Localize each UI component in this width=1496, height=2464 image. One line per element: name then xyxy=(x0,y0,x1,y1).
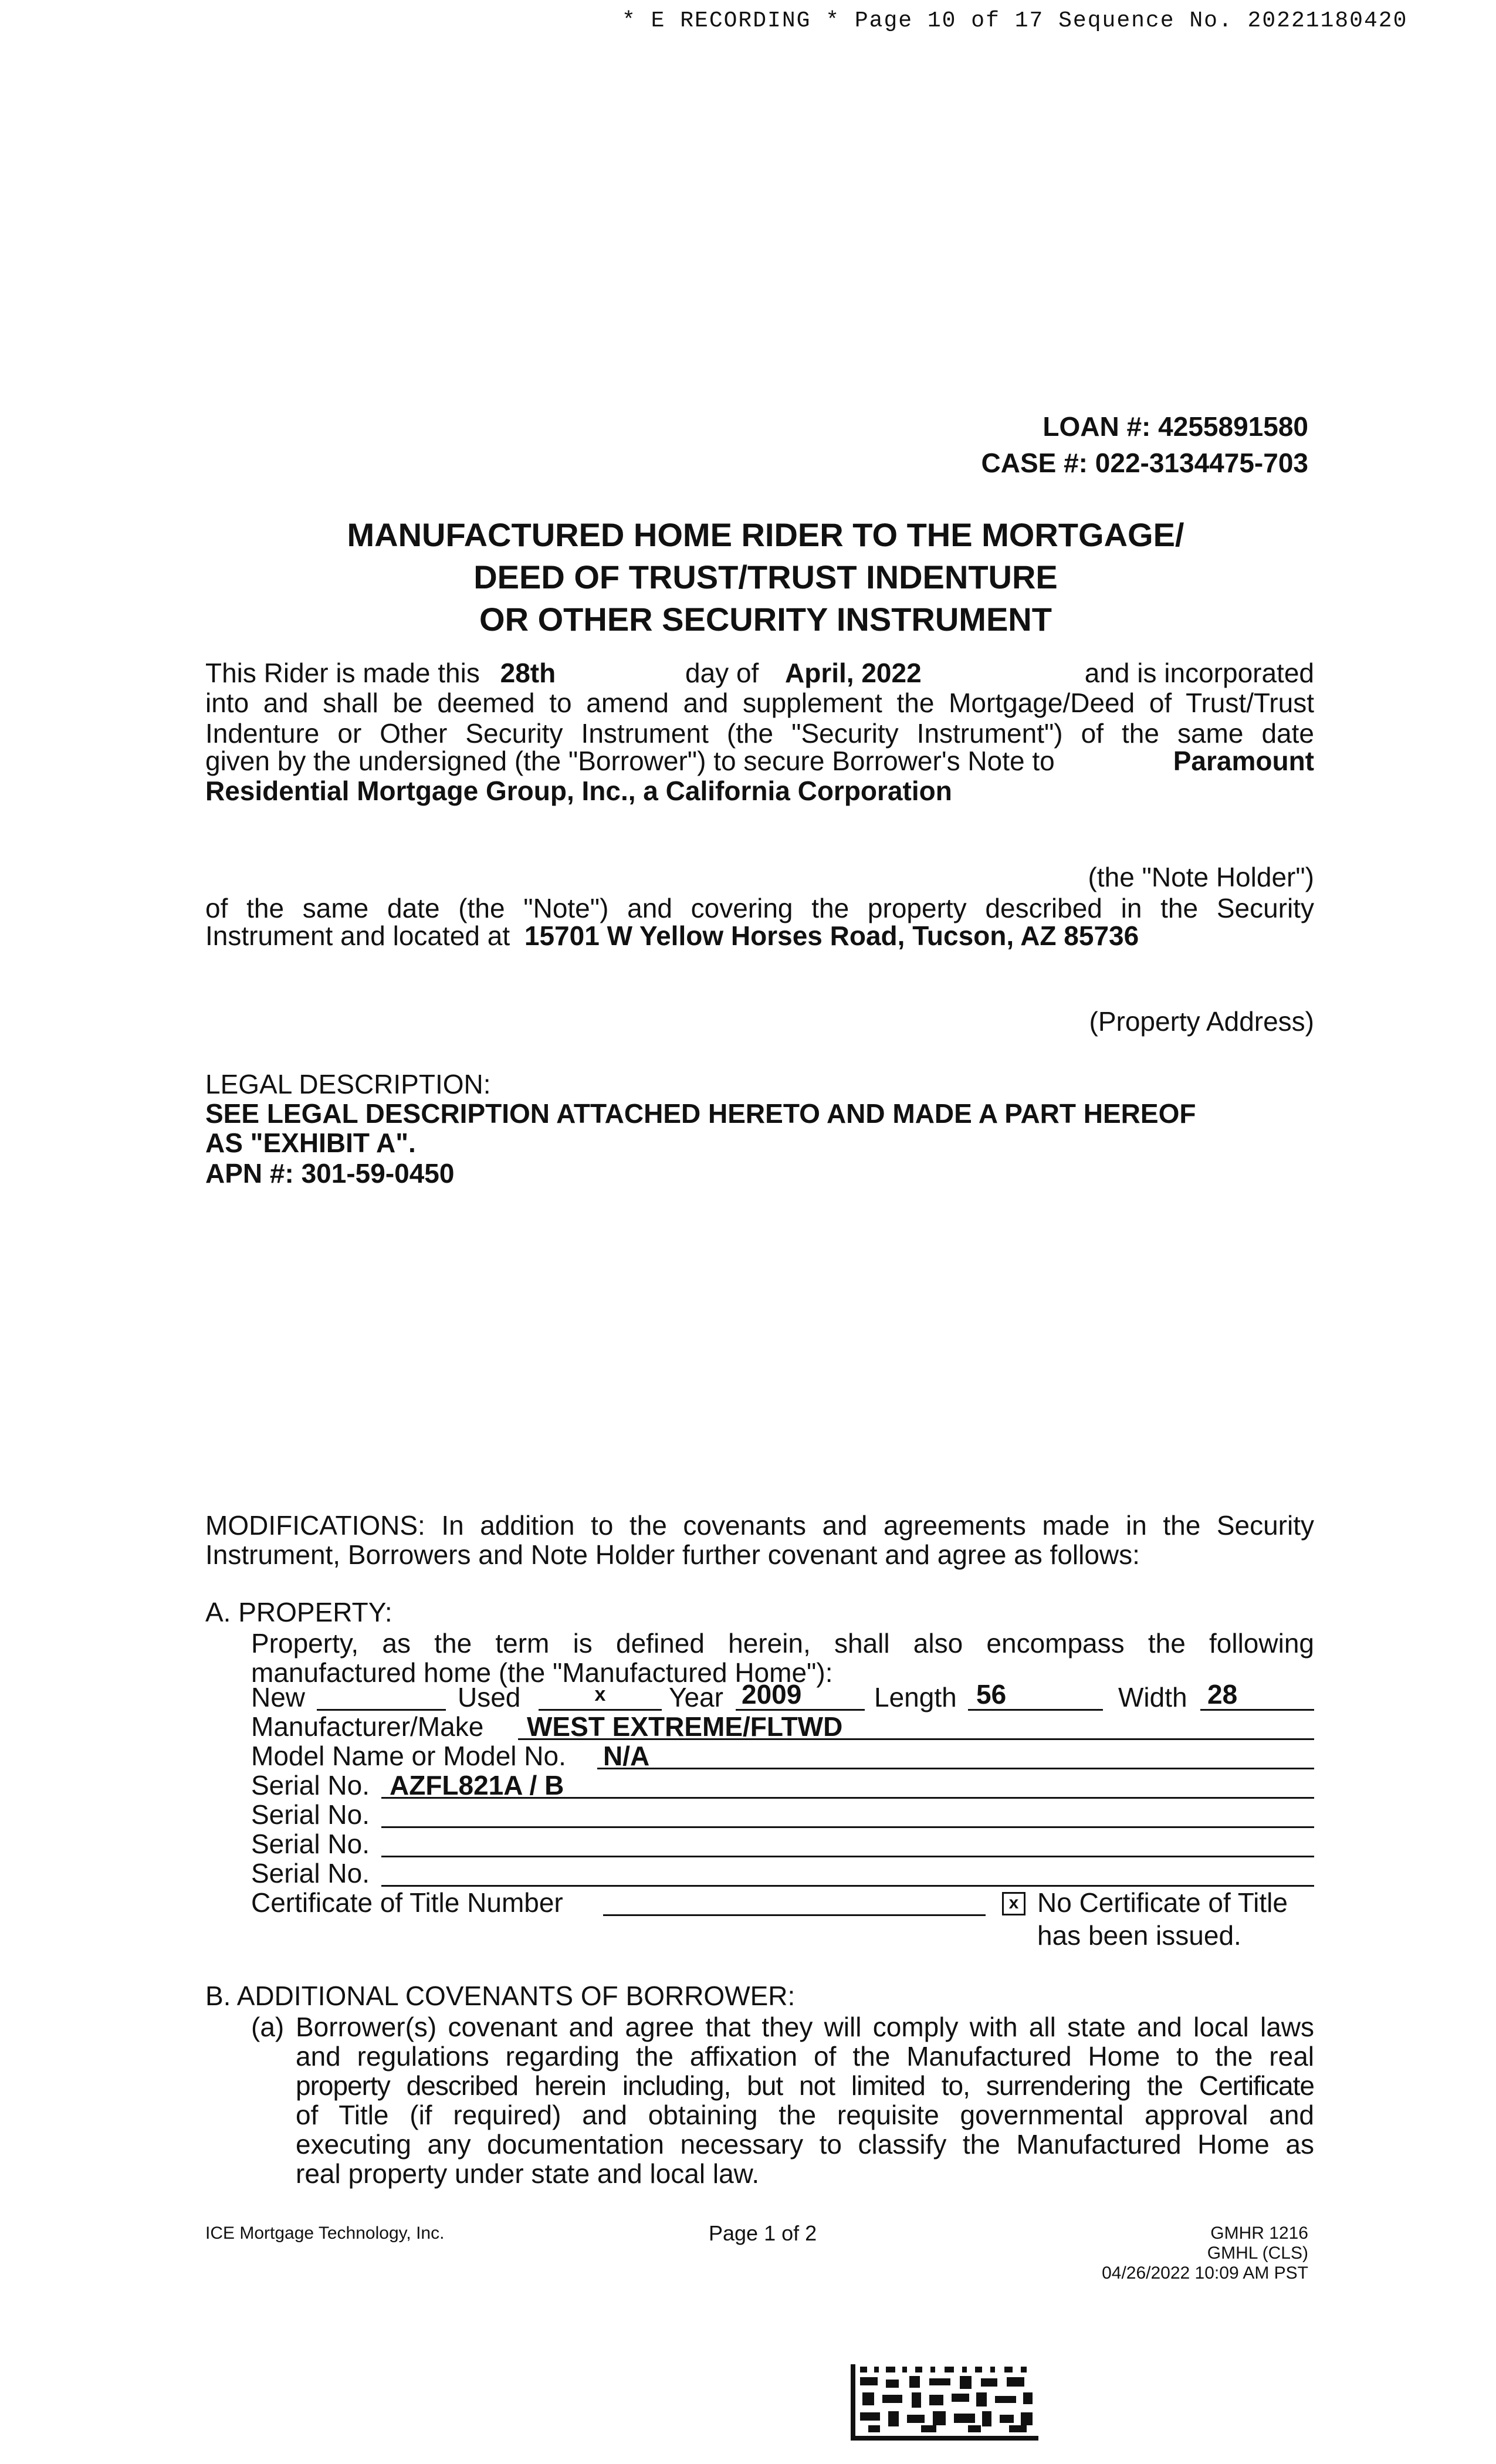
footer-page-number: Page 1 of 2 xyxy=(709,2221,817,2245)
recording-header: * E RECORDING * Page 10 of 17 Sequence No. 20221180420 xyxy=(622,8,1408,33)
title-line-2: DEED OF TRUST/TRUST INDENTURE xyxy=(473,559,1058,595)
covenant-a-marker: (a) xyxy=(251,2012,285,2042)
manufacturer-label: Manufacturer/Make xyxy=(251,1711,484,1742)
covenants-heading: B. ADDITIONAL COVENANTS OF BORROWER: xyxy=(205,1981,796,2011)
manufacturer-row xyxy=(251,1712,1314,1742)
legal-description-line-2: AS "EXHIBIT A". xyxy=(205,1128,416,1158)
legal-description-heading: LEGAL DESCRIPTION: xyxy=(205,1069,491,1099)
note-holder-label: (the "Note Holder") xyxy=(1088,862,1314,892)
width-label: Width xyxy=(1118,1682,1187,1712)
footer-form-code-2: GMHL (CLS) xyxy=(1207,2243,1308,2263)
loan-number: LOAN #: 4255891580 xyxy=(1043,411,1308,442)
serial-label-3: Serial No. xyxy=(251,1829,370,1859)
covenant-a-line-4: of Title (if required) and obtaining the requisite governmental approval and xyxy=(296,2100,1314,2130)
serial-label-1: Serial No. xyxy=(251,1770,370,1800)
footer-form-info xyxy=(1102,2223,1308,2283)
width-field[interactable] xyxy=(1200,1679,1314,1711)
model-value: N/A xyxy=(603,1741,650,1771)
serial-row-4 xyxy=(251,1859,1314,1889)
footer-company: ICE Mortgage Technology, Inc. xyxy=(205,2223,445,2243)
title-line-3: OR OTHER SECURITY INSTRUMENT xyxy=(479,601,1052,638)
used-label: Used xyxy=(458,1682,521,1712)
footer-form-code: GMHR 1216 xyxy=(1210,2223,1308,2243)
intro-borrower-text: given by the undersigned (the "Borrower") to secure Borrower's Note to xyxy=(205,746,1055,776)
serial-value-1: AZFL821A / B xyxy=(390,1770,564,1800)
no-title-checkbox-wrap xyxy=(1002,1886,1025,1917)
property-address-label: (Property Address) xyxy=(1089,1006,1314,1037)
intro-line-7 xyxy=(205,920,1314,952)
used-field[interactable]: x xyxy=(539,1683,662,1711)
year-label: Year xyxy=(669,1682,723,1712)
new-field[interactable] xyxy=(317,1683,446,1711)
year-field[interactable] xyxy=(736,1679,865,1711)
intro-line-2: into and shall be deemed to amend and supplement the Mortgage/Deed of Trust/Trust xyxy=(205,688,1314,718)
covenant-a-line-5: executing any documentation necessary to classify the Manufactured Home as xyxy=(296,2129,1314,2160)
intro-line-6: of the same date (the "Note") and covering the property described in the Security xyxy=(205,893,1314,923)
datamatrix-barcode-icon xyxy=(851,2364,1038,2441)
home-specs-row xyxy=(251,1679,1314,1713)
width-value: 28 xyxy=(1207,1679,1238,1710)
serial-label-4: Serial No. xyxy=(251,1858,370,1888)
length-value: 56 xyxy=(976,1679,1007,1710)
no-title-text-1: No Certificate of Title xyxy=(1037,1887,1288,1918)
intro-prefix: This Rider is made this xyxy=(205,658,480,688)
modifications-line-1: MODIFICATIONS: In addition to the covenants and agreements made in the Security xyxy=(205,1510,1314,1541)
document-title xyxy=(0,514,1496,641)
rider-day: 28th xyxy=(500,658,556,688)
property-heading: A. PROPERTY: xyxy=(205,1597,392,1627)
covenant-a-line-1: Borrower(s) covenant and agree that they will comply with all state and local laws xyxy=(296,2012,1314,2042)
intro-line-3: Indenture or Other Security Instrument (the "Security Instrument") of the same date xyxy=(205,718,1314,749)
certificate-title-label: Certificate of Title Number xyxy=(251,1887,563,1918)
model-field[interactable] xyxy=(597,1768,1314,1769)
new-label: New xyxy=(251,1682,306,1712)
intro-located-text: Instrument and located at xyxy=(205,920,510,951)
no-title-text-2: has been issued. xyxy=(1037,1920,1241,1951)
property-address: 15701 W Yellow Horses Road, Tucson, AZ 85736 xyxy=(524,920,1139,951)
model-row xyxy=(251,1741,1314,1772)
serial-field-3[interactable] xyxy=(381,1856,1314,1857)
rider-month-year: April, 2022 xyxy=(785,658,922,688)
title-line-1: MANUFACTURED HOME RIDER TO THE MORTGAGE/ xyxy=(347,516,1184,553)
serial-row-3 xyxy=(251,1829,1314,1860)
property-line-1: Property, as the term is defined herein, shall also encompass the following xyxy=(251,1628,1314,1659)
case-number: CASE #: 022-3134475-703 xyxy=(981,448,1308,478)
serial-row-1 xyxy=(251,1771,1314,1801)
length-field[interactable] xyxy=(968,1679,1103,1711)
legal-description-line-1: SEE LEGAL DESCRIPTION ATTACHED HERETO AND MADE A PART HEREOF xyxy=(205,1098,1196,1129)
covenant-a-line-6: real property under state and local law. xyxy=(296,2158,760,2189)
no-title-checkbox[interactable]: x xyxy=(1002,1892,1025,1915)
lender-name-part2: Residential Mortgage Group, Inc., a California Corporation xyxy=(205,776,952,806)
year-value: 2009 xyxy=(742,1679,802,1710)
serial-label-2: Serial No. xyxy=(251,1799,370,1830)
certificate-title-row xyxy=(251,1888,1314,1918)
length-label: Length xyxy=(874,1682,957,1712)
intro-suffix: and is incorporated xyxy=(1084,658,1314,688)
footer-timestamp: 04/26/2022 10:09 AM PST xyxy=(1102,2263,1308,2283)
intro-day-of: day of xyxy=(685,658,759,688)
barcode-graphic xyxy=(851,2364,1038,2441)
lender-name-part1: Paramount xyxy=(1173,746,1314,776)
serial-row-2 xyxy=(251,1800,1314,1830)
modifications-line-2: Instrument, Borrowers and Note Holder further covenant and agree as follows: xyxy=(205,1539,1140,1570)
property-line-2: manufactured home (the "Manufactured Home"): xyxy=(251,1657,833,1688)
intro-line-1 xyxy=(205,657,1314,689)
covenant-a-line-3: property described herein including, but not limited to, surrendering the Certificate xyxy=(296,2070,1314,2101)
model-label: Model Name or Model No. xyxy=(251,1741,566,1771)
certificate-title-field[interactable] xyxy=(603,1914,986,1916)
serial-field-2[interactable] xyxy=(381,1826,1314,1828)
intro-line-4 xyxy=(205,745,1314,777)
covenant-a-line-2: and regulations regarding the affixation of the Manufactured Home to the real xyxy=(296,2041,1314,2072)
manufacturer-value: WEST EXTREME/FLTWD xyxy=(527,1711,843,1742)
apn-number: APN #: 301-59-0450 xyxy=(205,1158,455,1189)
